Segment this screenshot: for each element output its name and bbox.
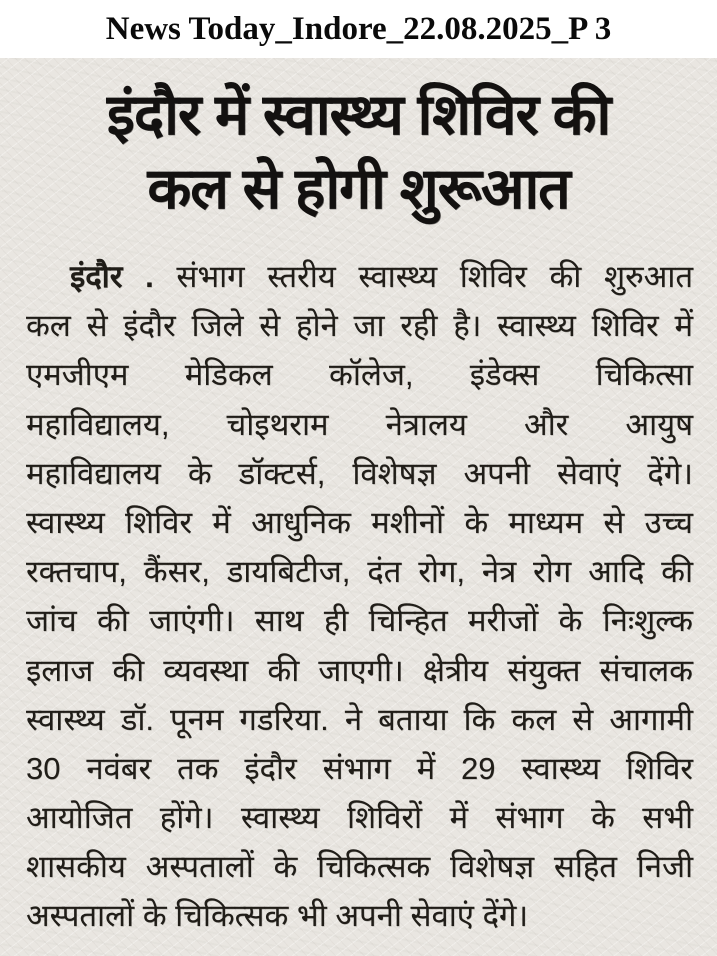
article-line: इलाज की व्यवस्था की जाएगी। क्षेत्रीय संयुक्त संचालक <box>26 652 693 688</box>
article-line <box>26 252 693 301</box>
article-body <box>0 252 717 941</box>
article-line: एमजीएम मेडिकल कॉलेज, इंडेक्स चिकित्सा <box>26 357 693 393</box>
scan-caption-bar <box>0 0 717 58</box>
headline-line-2: कल से होगी शुरूआत <box>147 157 570 221</box>
article-line: अस्पतालों के चिकित्सक भी अपनी सेवाएं देंगे। <box>26 898 529 934</box>
article-headline <box>0 78 717 226</box>
article-line: आयोजित होंगे। स्वास्थ्य शिविरों में संभाग के सभी <box>26 800 693 836</box>
article-line: 30 नवंबर तक इंदौर संभाग में 29 स्वास्थ्य शिविर <box>26 750 693 786</box>
article-line: स्वास्थ्य डॉ. पूनम गडरिया. ने बताया कि कल से आगामी <box>26 701 693 737</box>
article-line: महाविद्यालय, चोइथराम नेत्रालय और आयुष <box>26 406 693 442</box>
headline-line-1: इंदौर में स्वास्थ्य शिविर की <box>106 83 611 147</box>
clipping-source-title: News Today_Indore_22.08.2025_P 3 <box>105 10 612 47</box>
dateline: इंदौर . <box>70 259 154 294</box>
article-line: जांच की जाएंगी। साथ ही चिन्हित मरीजों के निःशुल्क <box>26 603 693 639</box>
newspaper-clipping <box>0 58 717 956</box>
article-line: शासकीय अस्पतालों के चिकित्सक विशेषज्ञ सहित निजी <box>26 849 693 885</box>
article-line: महाविद्यालय के डॉक्टर्स, विशेषज्ञ अपनी सेवाएं देंगे। <box>26 455 693 491</box>
article-line: कल से इंदौर जिले से होने जा रही है। स्वास्थ्य शिविर में <box>26 308 693 344</box>
article-line: रक्तचाप, कैंसर, डायबिटीज, दंत रोग, नेत्र रोग आदि की <box>26 554 693 590</box>
article-line: स्वास्थ्य शिविर में आधुनिक मशीनों के माध्यम से उच्च <box>26 504 693 540</box>
article-line-text: संभाग स्तरीय स्वास्थ्य शिविर की शुरुआत <box>176 259 693 294</box>
